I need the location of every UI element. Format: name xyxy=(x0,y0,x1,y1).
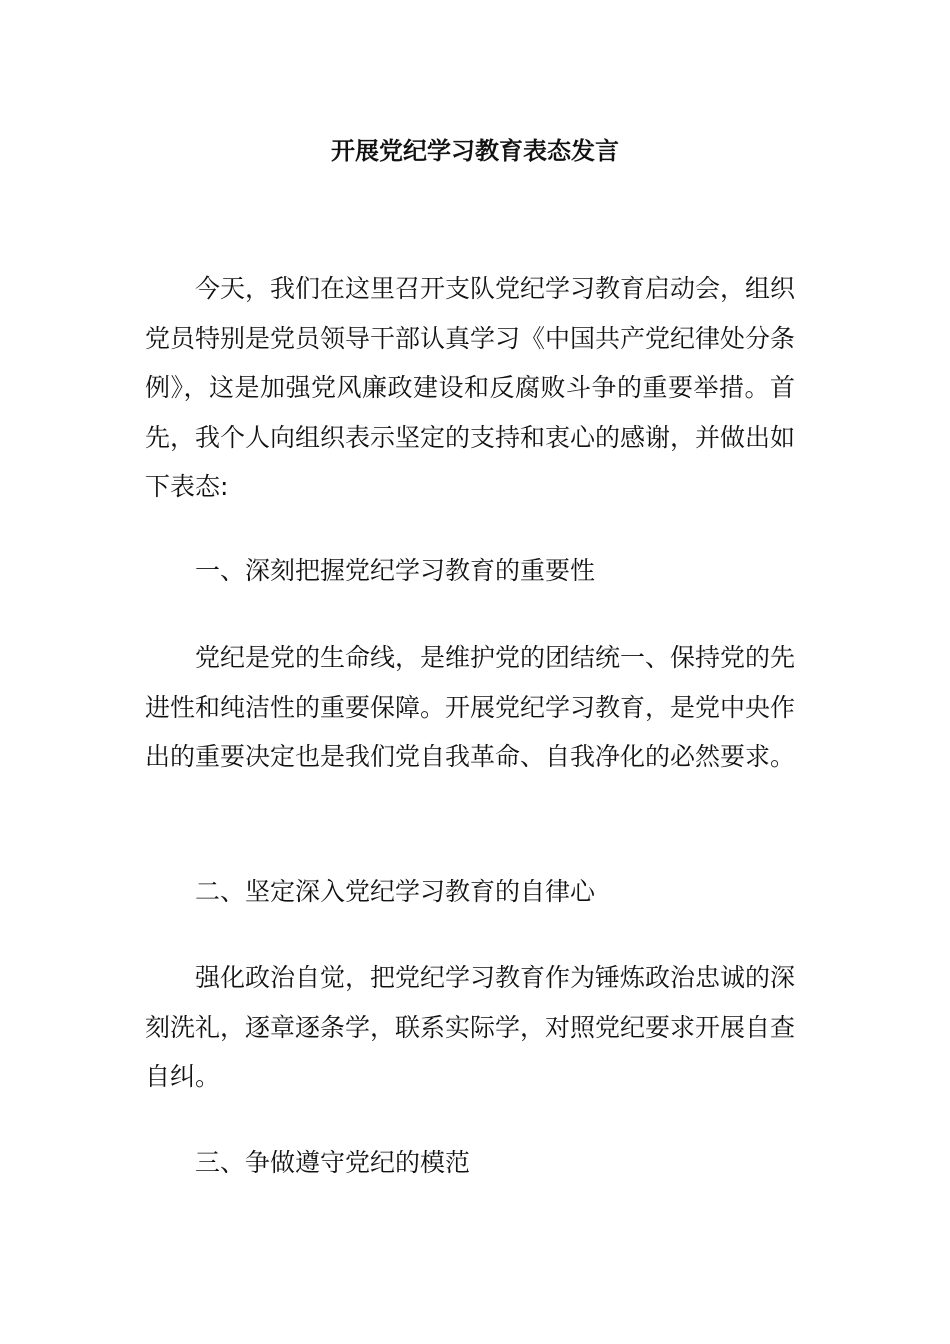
section-heading-2: 二、坚定深入党纪学习教育的自律心 xyxy=(195,877,596,906)
paragraph-intro: 今天，我们在这里召开支队党纪学习教育启动会，组织党员特别是党员领导干部认真学习《中国共产党纪律处分条例》，这是加强党风廉政建设和反腐败斗争的重要举措。首先，我个人向组织表示坚定的支持和衷心的感谢，并做出如下表态: xyxy=(145,274,796,501)
section-heading-1: 一、深刻把握党纪学习教育的重要性 xyxy=(195,556,596,585)
section-heading-3: 三、争做遵守党纪的模范 xyxy=(195,1148,471,1177)
document-title: 开展党纪学习教育表态发言 xyxy=(331,137,619,165)
paragraph-section-2: 强化政治自觉，把党纪学习教育作为锤炼政治忠诚的深刻洗礼，逐章逐条学，联系实际学，对照党纪要求开展自查自纠。 xyxy=(145,963,796,1091)
paragraph-section-1: 党纪是党的生命线，是维护党的团结统一、保持党的先进性和纯洁性的重要保障。开展党纪学习教育，是党中央作出的重要决定也是我们党自我革命、自我净化的必然要求。 xyxy=(145,643,796,771)
